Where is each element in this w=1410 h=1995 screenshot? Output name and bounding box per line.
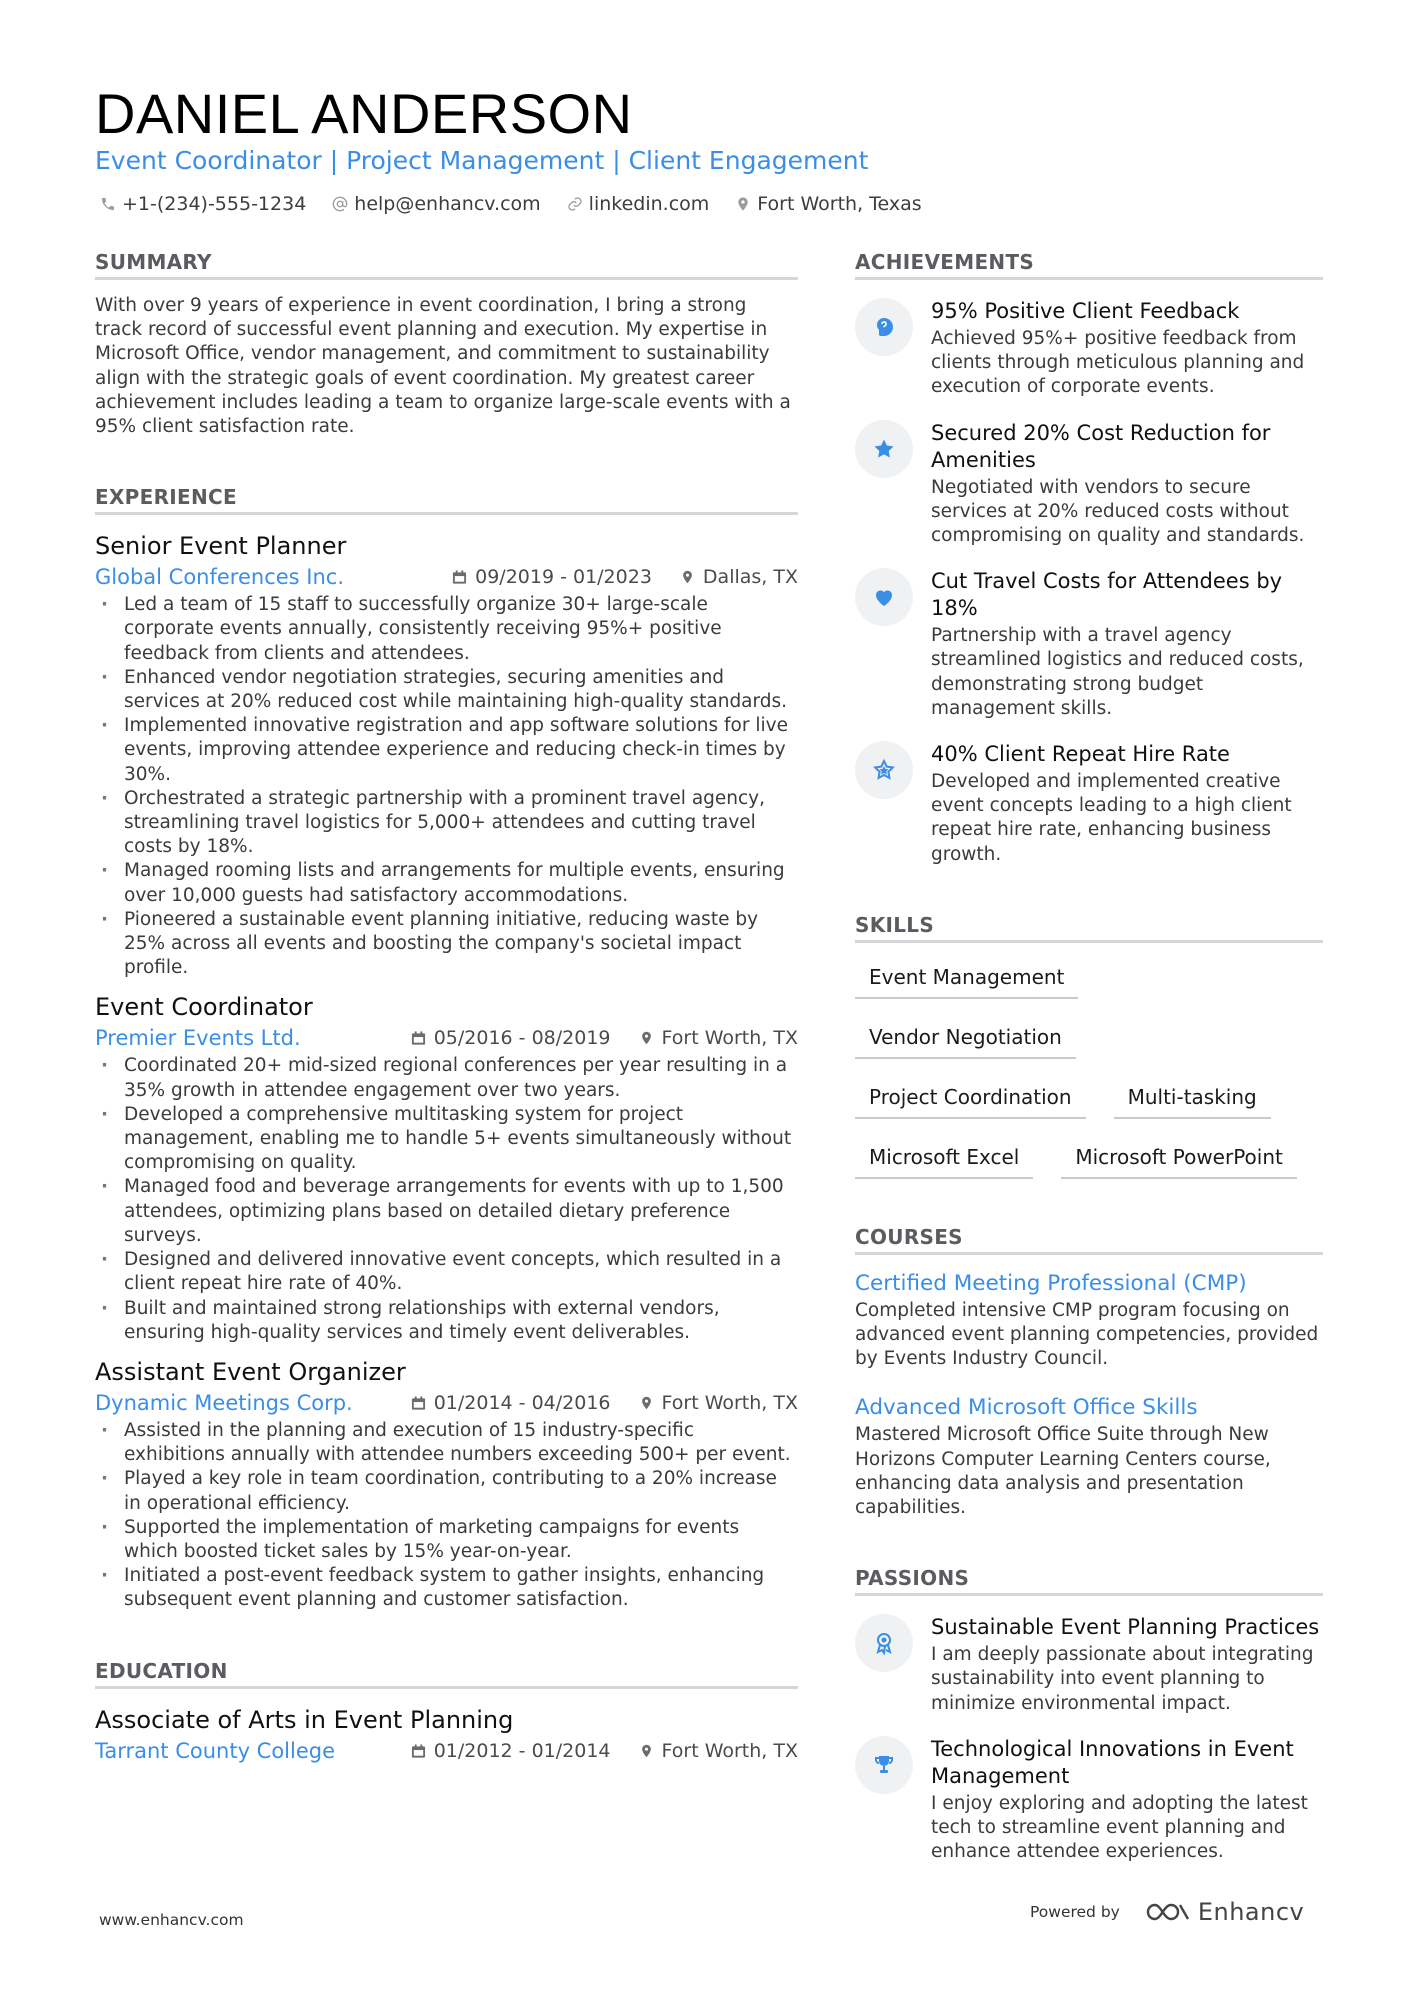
education-heading: EDUCATION (95, 1657, 798, 1689)
course-desc: Completed intensive CMP program focusing on advanced event planning competencies, provided by Events Industry Council. (855, 1299, 1319, 1370)
job-bullet: · Implemented innovative registration and app software solutions for live events, improving attendee experience and reducing check-in times by 30%. (95, 714, 798, 787)
award-icon (872, 1631, 896, 1655)
passions-heading: PASSIONS (855, 1564, 1323, 1596)
achievements-section (855, 248, 1323, 867)
passion-body (931, 1736, 1323, 1865)
job-details (452, 563, 798, 591)
phone-text: +1-(234)-555-1234 (122, 193, 307, 215)
skills-section (855, 911, 1323, 1179)
contact-email (332, 190, 540, 218)
job-meta (95, 563, 798, 591)
job-bullet: · Assisted in the planning and execution of 15 industry-specific exhibitions annually with attendee numbers exceeding 500+ per event. (95, 1419, 798, 1467)
star-outline-icon (872, 758, 896, 782)
job-details (411, 1024, 798, 1052)
star-icon (872, 437, 896, 461)
job-bullet: · Enhanced vendor negotiation strategies, securing amenities and services at 20% reduced cost while maintaining high-quality standards. (95, 666, 798, 714)
job-dates (411, 1024, 611, 1052)
job-bullet: · Led a team of 15 staff to successfully organize 30+ large-scale corporate events annually, consistently receiving 95%+ positive feedback from clients and attendees. (95, 593, 798, 666)
passion-body (931, 1614, 1323, 1716)
education-location-text: Fort Worth, TX (661, 1739, 798, 1762)
job-bullet: · Developed a comprehensive multitasking system for project management, enabling me to handle 5+ events simultaneously without compromising on quality. (95, 1103, 798, 1176)
education-entry (95, 1703, 798, 1765)
achievement-icon-badge (855, 741, 913, 799)
job-location (680, 563, 798, 591)
course-desc: Mastered Microsoft Office Suite through New Horizons Computer Learning Centers course, enhancing data analysis and presentation capabilities. (855, 1424, 1271, 1519)
map-pin-icon (680, 569, 695, 585)
education-location (639, 1737, 798, 1765)
job-dates-text: 05/2016 - 08/2019 (433, 1027, 611, 1050)
candidate-name: DANIEL ANDERSON (95, 82, 633, 145)
job-dates-text: 09/2019 - 01/2023 (475, 566, 652, 589)
passions-section (855, 1564, 1323, 1864)
education-details (411, 1737, 798, 1765)
education-dates-text: 01/2012 - 01/2014 (433, 1739, 611, 1762)
job-bullet: · Played a key role in team coordination, contributing to a 20% increase in operational efficiency. (95, 1467, 798, 1515)
achievement-title: 40% Client Repeat Hire Rate (931, 742, 1230, 767)
courses-section (855, 1223, 1323, 1520)
job-location-text: Fort Worth, TX (661, 1391, 798, 1414)
job-entry (95, 529, 798, 980)
achievement-icon-badge (855, 298, 913, 356)
courses-heading: COURSES (855, 1223, 1323, 1255)
course-item (855, 1269, 1323, 1372)
trophy-icon (872, 1753, 896, 1777)
achievement-item (855, 568, 1323, 721)
candidate-tagline: Event Coordinator | Project Management | Client Engagement (95, 146, 869, 175)
skill-tag: Microsoft PowerPoint (1061, 1141, 1297, 1179)
achievement-desc: Negotiated with vendors to secure services at 20% reduced costs without compromising on quality and standards. (931, 476, 1305, 547)
school-name: Tarrant County College (95, 1738, 336, 1763)
brand-logo[interactable] (1144, 1898, 1304, 1926)
job-dates-text: 01/2014 - 04/2016 (433, 1391, 611, 1414)
achievement-title: Secured 20% Cost Reduction for Amenities (931, 420, 1271, 472)
skill-tag: Event Management (855, 961, 1078, 999)
job-title: Assistant Event Organizer (95, 1357, 406, 1386)
education-dates (411, 1737, 611, 1765)
achievement-body (931, 741, 1323, 867)
achievement-item (855, 741, 1323, 867)
skill-tag: Multi-tasking (1114, 1081, 1271, 1119)
phone-icon (100, 196, 116, 212)
job-bullet: · Coordinated 20+ mid-sized regional conferences per year resulting in a 35% growth in attendee engagement over two years. (95, 1054, 798, 1102)
job-bullets (95, 593, 798, 980)
education-section (95, 1657, 798, 1765)
job-bullet: · Pioneered a sustainable event planning initiative, reducing waste by 25% across all events and boosting the company's societal impact profile. (95, 908, 798, 981)
map-pin-icon (735, 196, 751, 212)
job-bullet: · Managed rooming lists and arrangements for multiple events, ensuring over 10,000 guests had satisfactory accommodations. (95, 859, 798, 907)
passion-desc: I am deeply passionate about integrating sustainability into event planning to minimize environmental impact. (931, 1644, 1314, 1714)
job-company: Dynamic Meetings Corp. (95, 1390, 353, 1415)
achievement-desc: Partnership with a travel agency streamlined logistics and reduced costs, demonstrating strong budget management skills. (931, 625, 1304, 719)
job-bullet: · Built and maintained strong relationships with external vendors, ensuring high-quality services and timely event deliverables. (95, 1297, 798, 1345)
job-meta (95, 1389, 798, 1417)
job-title: Senior Event Planner (95, 532, 347, 561)
passion-icon-badge (855, 1614, 913, 1672)
contact-linkedin (567, 190, 710, 218)
achievement-icon-badge (855, 420, 913, 478)
achievement-desc: Achieved 95%+ positive feedback from clients through meticulous planning and execution of corporate events. (931, 328, 1305, 398)
job-dates (452, 563, 652, 591)
job-company: Global Conferences Inc. (95, 565, 345, 590)
job-bullet: · Orchestrated a strategic partnership with a prominent travel agency, streamlining travel logistics for 5,000+ attendees and cutting travel costs by 18%. (95, 787, 798, 860)
calendar-icon (452, 569, 467, 585)
job-location (639, 1389, 798, 1417)
job-dates (411, 1389, 611, 1417)
brain-icon (872, 315, 896, 339)
job-bullet: · Designed and delivered innovative event concepts, which resulted in a client repeat hire rate of 40%. (95, 1248, 798, 1296)
at-icon (332, 196, 348, 212)
experience-section (95, 483, 798, 1612)
summary-text: With over 9 years of experience in event coordination, I bring a strong track record of successful event planning and execution. My expertise in Microsoft Office, vendor management, and commitment to sustainability align with the strategic goals of event coordination. My greatest career achievement includes leading a team to organize large-scale events with a 95% client satisfaction rate. (95, 295, 791, 438)
location-text: Fort Worth, Texas (757, 193, 922, 215)
passion-desc: I enjoy exploring and adopting the latest tech to streamline event planning and enhance attendee experiences. (931, 1792, 1308, 1863)
course-title: Certified Meeting Professional (CMP) (855, 1270, 1247, 1296)
linkedin-text: linkedin.com (588, 193, 710, 215)
map-pin-icon (639, 1395, 654, 1411)
passion-item (855, 1736, 1323, 1865)
calendar-icon (411, 1395, 426, 1411)
skills-list (855, 961, 1323, 1179)
summary-section (95, 248, 798, 439)
job-location-text: Dallas, TX (702, 566, 798, 589)
passion-title: Technological Innovations in Event Management (931, 1736, 1294, 1788)
left-column (95, 248, 798, 1765)
heart-icon (872, 585, 896, 609)
job-company: Premier Events Ltd. (95, 1026, 301, 1051)
achievement-item (855, 420, 1323, 549)
achievement-title: Cut Travel Costs for Attendees by 18% (931, 569, 1283, 621)
course-item (855, 1393, 1323, 1520)
contact-location (735, 190, 921, 218)
achievement-body (931, 568, 1323, 721)
job-bullet: · Supported the implementation of marketing campaigns for events which boosted ticket sales by 15% year-on-year. (95, 1516, 798, 1564)
achievement-icon-badge (855, 568, 913, 626)
calendar-icon (411, 1743, 426, 1759)
map-pin-icon (639, 1743, 654, 1759)
skills-heading: SKILLS (855, 911, 1323, 943)
passion-title: Sustainable Event Planning Practices (931, 1615, 1320, 1640)
course-title: Advanced Microsoft Office Skills (855, 1395, 1198, 1421)
job-bullet: · Managed food and beverage arrangements for events with up to 1,500 attendees, optimizing plans based on detailed dietary preference surveys. (95, 1175, 798, 1248)
job-location (639, 1024, 798, 1052)
job-details (411, 1389, 798, 1417)
job-bullets (95, 1054, 798, 1344)
degree-title: Associate of Arts in Event Planning (95, 1705, 514, 1734)
brand-name: Enhancv (1197, 1898, 1305, 1926)
skill-tag: Microsoft Excel (855, 1141, 1033, 1179)
job-title: Event Coordinator (95, 993, 313, 1022)
email-text: help@enhancv.com (354, 193, 541, 215)
achievement-title: 95% Positive Client Feedback (931, 299, 1240, 323)
skill-tag: Project Coordination (855, 1081, 1086, 1119)
calendar-icon (411, 1030, 426, 1046)
achievement-desc: Developed and implemented creative event concepts leading to a high client repeat hire rate, enhancing business growth. (931, 771, 1292, 865)
achievement-item (855, 298, 1323, 400)
job-bullet: · Initiated a post-event feedback system to gather insights, enhancing subsequent event planning and customer satisfaction. (95, 1564, 798, 1612)
passion-item (855, 1614, 1323, 1716)
right-column (855, 248, 1323, 1864)
job-bullets (95, 1419, 798, 1613)
education-meta (95, 1737, 798, 1765)
passion-icon-badge (855, 1736, 913, 1794)
contact-bar (100, 190, 922, 218)
map-pin-icon (639, 1030, 654, 1046)
job-entry (95, 990, 798, 1344)
summary-heading: SUMMARY (95, 248, 798, 280)
enhancv-logo-icon (1144, 1900, 1190, 1924)
link-icon (567, 196, 583, 212)
job-location-text: Fort Worth, TX (661, 1027, 798, 1050)
job-meta (95, 1024, 798, 1052)
footer-branding (1030, 1898, 1304, 1926)
footer-website[interactable]: www.enhancv.com (99, 1911, 244, 1929)
achievement-body (931, 298, 1323, 400)
achievements-heading: ACHIEVEMENTS (855, 248, 1323, 280)
achievement-body (931, 420, 1323, 549)
job-entry (95, 1355, 798, 1613)
contact-phone (100, 190, 306, 218)
skill-tag: Vendor Negotiation (855, 1021, 1076, 1059)
powered-by-text: Powered by (1030, 1903, 1120, 1921)
experience-heading: EXPERIENCE (95, 483, 798, 515)
